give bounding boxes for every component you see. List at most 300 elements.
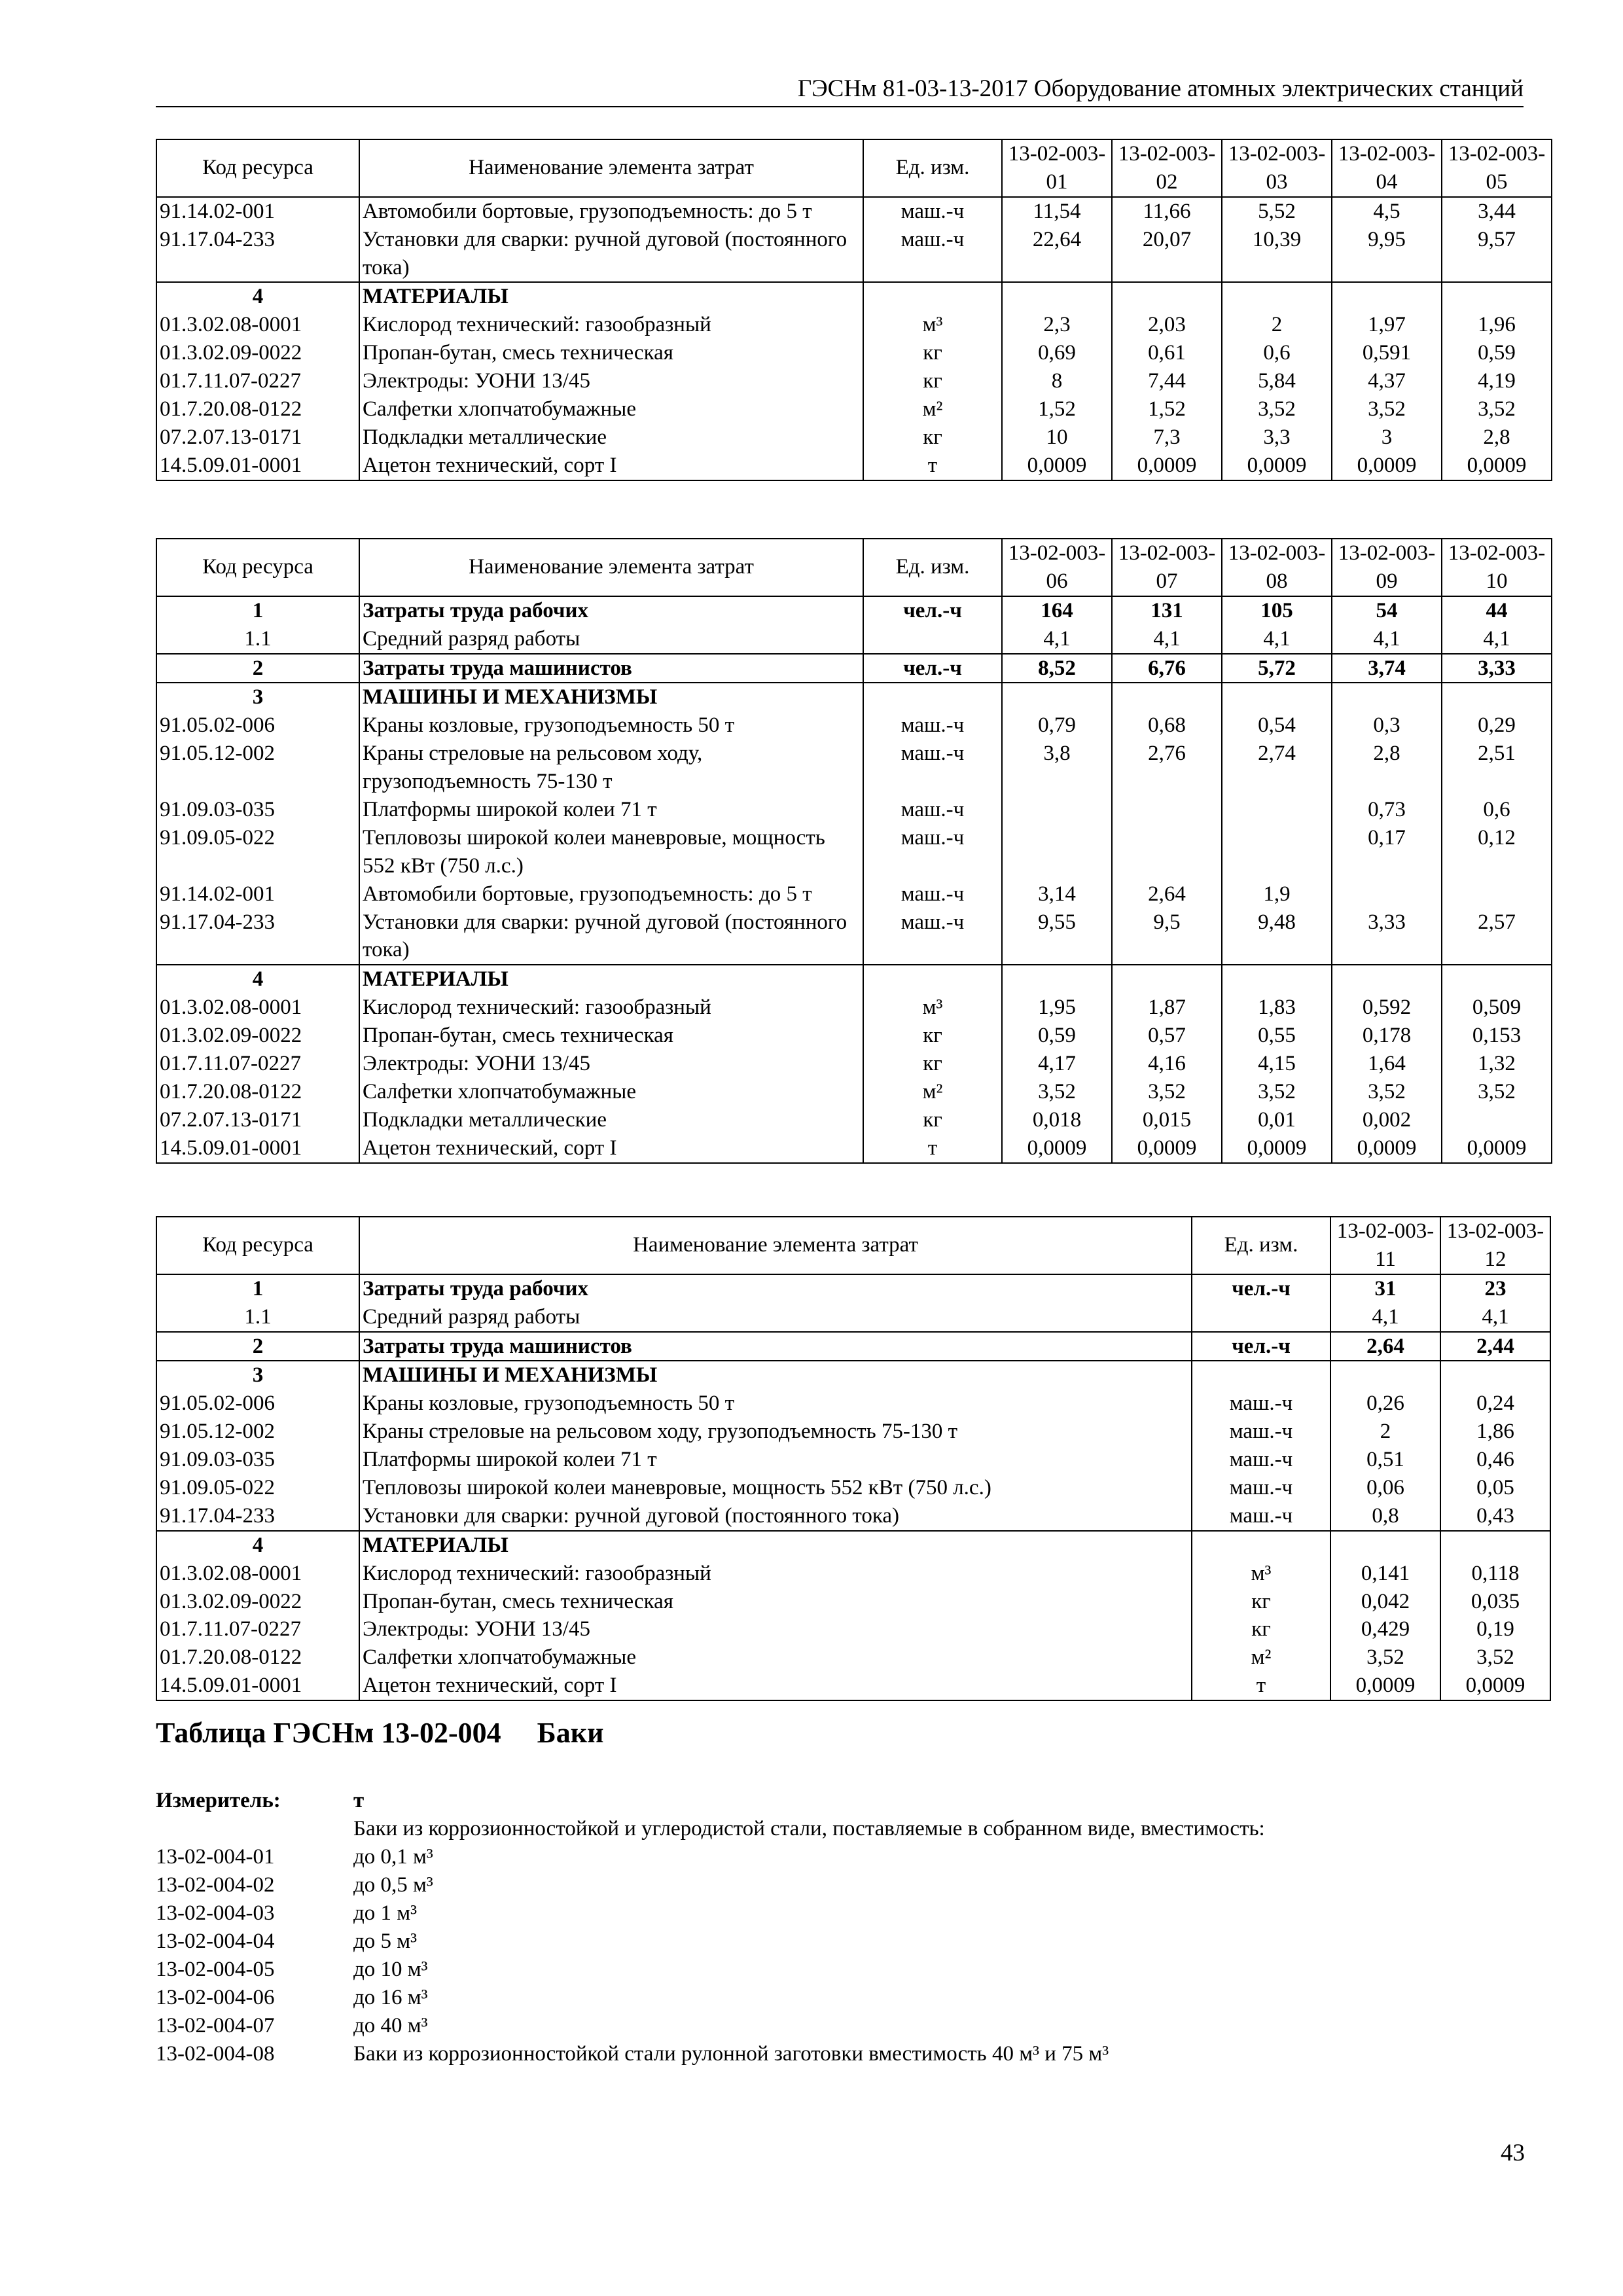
value-cell: 2,44 (1440, 1332, 1550, 1361)
value-cell: 2,76 (1112, 740, 1222, 796)
resource-code: 01.3.02.08-0001 (156, 994, 359, 1022)
value-cell: 0,01 (1222, 1106, 1332, 1134)
value-cell: 11,66 (1112, 197, 1222, 226)
table-row (156, 1615, 1550, 1643)
value-cell: 2,8 (1332, 740, 1442, 796)
table-row (156, 197, 1552, 226)
table-row (156, 796, 1552, 824)
section-title (156, 1716, 603, 1749)
value-cell: 0,0009 (1002, 452, 1112, 480)
value-cell (1222, 282, 1332, 311)
norm-item (156, 1928, 1265, 1956)
header-code: Код ресурса (156, 539, 359, 596)
table-row (156, 1502, 1550, 1531)
unit-cell: маш.-ч (863, 880, 1002, 908)
value-cell: 23 (1440, 1274, 1550, 1303)
resource-code: 91.05.02-006 (156, 711, 359, 740)
table-row (156, 908, 1552, 965)
header-unit: Ед. изм. (863, 139, 1002, 197)
header-norm-code: 13-02-003-02 (1112, 139, 1222, 197)
value-cell: 3,52 (1222, 1078, 1332, 1106)
unit-cell: маш.-ч (1192, 1474, 1330, 1502)
norm-item (156, 1984, 1265, 2012)
unit-cell: маш.-ч (1192, 1390, 1330, 1418)
norm-item-text: Баки из коррозионностойкой стали рулонной заготовки вместимость 40 м³ и 75 м³ (353, 2042, 1109, 2066)
resource-name: Установки для сварки: ручной дуговой (постоянного тока) (359, 908, 863, 965)
resource-name: Средний разряд работы (359, 625, 863, 654)
value-cell: 4,16 (1112, 1050, 1222, 1078)
norm-item-code: 13-02-004-07 (156, 2014, 275, 2037)
unit-cell: маш.-ч (1192, 1446, 1330, 1474)
resource-name: Салфетки хлопчатобумажные (359, 1078, 863, 1106)
unit-cell: чел.-ч (1192, 1274, 1330, 1303)
resource-code: 01.7.20.08-0122 (156, 395, 359, 423)
unit-cell: кг (863, 1022, 1002, 1050)
value-cell: 3,8 (1002, 740, 1112, 796)
value-cell: 2,64 (1112, 880, 1222, 908)
resource-name: Средний разряд работы (359, 1303, 1192, 1332)
resource-code: 91.09.03-035 (156, 796, 359, 824)
resource-name: Подкладки металлические (359, 423, 863, 452)
unit-cell: маш.-ч (1192, 1502, 1330, 1531)
value-cell: 0,43 (1440, 1502, 1550, 1531)
resource-name: МАШИНЫ И МЕХАНИЗМЫ (359, 1361, 1192, 1390)
value-cell: 105 (1222, 596, 1332, 625)
unit-cell: маш.-ч (863, 197, 1002, 226)
norm-item-text: до 0,1 м³ (353, 1845, 433, 1869)
value-cell: 131 (1112, 596, 1222, 625)
unit-cell: кг (863, 367, 1002, 395)
resource-code: 4 (156, 1531, 359, 1560)
value-cell: 0,12 (1442, 824, 1552, 880)
resource-code: 91.05.12-002 (156, 1418, 359, 1446)
resource-code: 01.3.02.09-0022 (156, 1588, 359, 1616)
unit-cell: кг (863, 423, 1002, 452)
value-cell (1330, 1361, 1440, 1390)
value-cell: 5,84 (1222, 367, 1332, 395)
unit-cell: чел.-ч (863, 596, 1002, 625)
resource-code: 91.17.04-233 (156, 1502, 359, 1531)
value-cell: 0,429 (1330, 1615, 1440, 1643)
table-row (156, 880, 1552, 908)
value-cell: 1,52 (1002, 395, 1112, 423)
value-cell: 9,95 (1332, 226, 1442, 283)
resource-name: Тепловозы широкой колеи маневровые, мощность 552 кВт (750 л.с.) (359, 1474, 1192, 1502)
value-cell: 0,59 (1002, 1022, 1112, 1050)
value-cell (1112, 824, 1222, 880)
resource-name: Затраты труда рабочих (359, 596, 863, 625)
section-title-name: Баки (537, 1717, 604, 1749)
value-cell: 2,74 (1222, 740, 1332, 796)
resource-name: Электроды: УОНИ 13/45 (359, 1615, 1192, 1643)
table-row (156, 423, 1552, 452)
value-cell: 0,018 (1002, 1106, 1112, 1134)
resource-name: Платформы широкой колеи 71 т (359, 1446, 1192, 1474)
header-norm-code: 13-02-003-04 (1332, 139, 1442, 197)
value-cell: 1,83 (1222, 994, 1332, 1022)
value-cell (1442, 282, 1552, 311)
value-cell (1002, 965, 1112, 994)
value-cell (1112, 282, 1222, 311)
header-norm-code: 13-02-003-05 (1442, 139, 1552, 197)
unit-cell: маш.-ч (863, 711, 1002, 740)
resource-name: Установки для сварки: ручной дуговой (постоянного тока) (359, 1502, 1192, 1531)
value-cell: 8 (1002, 367, 1112, 395)
table-row (156, 740, 1552, 796)
value-cell: 3,44 (1442, 197, 1552, 226)
value-cell: 3,52 (1332, 1078, 1442, 1106)
resource-code: 01.3.02.09-0022 (156, 1022, 359, 1050)
value-cell: 0,0009 (1440, 1672, 1550, 1700)
value-cell: 4,37 (1332, 367, 1442, 395)
value-cell (1002, 683, 1112, 711)
value-cell: 44 (1442, 596, 1552, 625)
value-cell: 3,52 (1330, 1643, 1440, 1672)
section-row (156, 683, 1552, 711)
value-cell: 0,06 (1330, 1474, 1440, 1502)
norm-item (156, 1899, 1265, 1928)
table-row (156, 625, 1552, 654)
resource-code: 91.05.12-002 (156, 740, 359, 796)
resource-name: Затраты труда машинистов (359, 1332, 1192, 1361)
resource-name: Пропан-бутан, смесь техническая (359, 1022, 863, 1050)
resource-code: 1 (156, 596, 359, 625)
resource-code: 91.17.04-233 (156, 908, 359, 965)
value-cell: 4,1 (1440, 1303, 1550, 1332)
resource-table-1 (156, 139, 1552, 481)
table-row (156, 1560, 1550, 1588)
measurement-block (156, 1787, 1265, 2068)
section-row (156, 1531, 1550, 1560)
value-cell: 0,153 (1442, 1022, 1552, 1050)
table-row (156, 1446, 1550, 1474)
value-cell (1002, 796, 1112, 824)
norm-item-code: 13-02-004-06 (156, 1986, 275, 2009)
value-cell: 0,0009 (1442, 1134, 1552, 1163)
value-cell: 4,1 (1112, 625, 1222, 654)
page-number: 43 (1501, 2140, 1525, 2166)
value-cell: 9,48 (1222, 908, 1332, 965)
unit-cell: маш.-ч (863, 908, 1002, 965)
norm-item (156, 1871, 1265, 1899)
resource-code: 01.3.02.08-0001 (156, 1560, 359, 1588)
unit-cell: чел.-ч (863, 654, 1002, 683)
value-cell: 3,33 (1332, 908, 1442, 965)
value-cell: 3,3 (1222, 423, 1332, 452)
meter-unit: т (353, 1789, 365, 1812)
unit-cell: маш.-ч (863, 824, 1002, 880)
value-cell (1332, 683, 1442, 711)
table-row (156, 1672, 1550, 1700)
table-header-row (156, 139, 1552, 197)
header-norm-code: 13-02-003-10 (1442, 539, 1552, 596)
resource-name: Подкладки металлические (359, 1106, 863, 1134)
value-cell: 3,52 (1442, 1078, 1552, 1106)
value-cell: 4,1 (1442, 625, 1552, 654)
value-cell: 0,592 (1332, 994, 1442, 1022)
table-row (156, 226, 1552, 283)
resource-name: Пропан-бутан, смесь техническая (359, 339, 863, 367)
resource-name: Ацетон технический, сорт I (359, 1134, 863, 1163)
value-cell (1442, 683, 1552, 711)
resource-code: 4 (156, 965, 359, 994)
unit-cell: т (863, 1134, 1002, 1163)
table-row (156, 1303, 1550, 1332)
value-cell: 0,3 (1332, 711, 1442, 740)
value-cell: 1,64 (1332, 1050, 1442, 1078)
value-cell (1442, 1106, 1552, 1134)
table-row (156, 1106, 1552, 1134)
value-cell: 3,52 (1112, 1078, 1222, 1106)
unit-cell: м² (863, 1078, 1002, 1106)
table-header-row (156, 1217, 1550, 1274)
value-cell: 0,57 (1112, 1022, 1222, 1050)
table-row (156, 1390, 1550, 1418)
resource-name: Краны козловые, грузоподъемность 50 т (359, 711, 863, 740)
unit-cell (863, 625, 1002, 654)
resource-name: Кислород технический: газообразный (359, 311, 863, 339)
unit-cell: т (1192, 1672, 1330, 1700)
resource-name: Автомобили бортовые, грузоподъемность: до 5 т (359, 197, 863, 226)
resource-name: Платформы широкой колеи 71 т (359, 796, 863, 824)
resource-code: 2 (156, 654, 359, 683)
value-cell: 0,26 (1330, 1390, 1440, 1418)
norm-item (156, 1843, 1265, 1871)
value-cell: 3,74 (1332, 654, 1442, 683)
resource-code: 3 (156, 1361, 359, 1390)
norm-item-code: 13-02-004-04 (156, 1929, 275, 1953)
norm-item (156, 2040, 1265, 2068)
value-cell: 9,57 (1442, 226, 1552, 283)
description-row (156, 1815, 1265, 1843)
value-cell: 2 (1222, 311, 1332, 339)
resource-name: Затраты труда машинистов (359, 654, 863, 683)
unit-cell: маш.-ч (863, 796, 1002, 824)
unit-cell: маш.-ч (863, 226, 1002, 283)
norm-item-text: до 0,5 м³ (353, 1873, 433, 1897)
value-cell: 0,6 (1442, 796, 1552, 824)
value-cell: 1,87 (1112, 994, 1222, 1022)
value-cell: 10 (1002, 423, 1112, 452)
unit-cell (863, 282, 1002, 311)
value-cell: 1,32 (1442, 1050, 1552, 1078)
value-cell: 164 (1002, 596, 1112, 625)
value-cell: 0,59 (1442, 339, 1552, 367)
resource-code: 91.14.02-001 (156, 197, 359, 226)
meter-label: Измеритель: (156, 1789, 281, 1812)
value-cell: 0,141 (1330, 1560, 1440, 1588)
norm-item-text: до 10 м³ (353, 1958, 428, 1981)
unit-cell: кг (1192, 1588, 1330, 1616)
header-unit: Ед. изм. (863, 539, 1002, 596)
value-cell: 1,86 (1440, 1418, 1550, 1446)
resource-name: Салфетки хлопчатобумажные (359, 395, 863, 423)
value-cell: 3,52 (1442, 395, 1552, 423)
unit-cell: м³ (863, 311, 1002, 339)
value-cell: 3,52 (1222, 395, 1332, 423)
section-row (156, 596, 1552, 625)
table-header-row (156, 539, 1552, 596)
value-cell (1112, 965, 1222, 994)
value-cell: 3,33 (1442, 654, 1552, 683)
value-cell: 0,042 (1330, 1588, 1440, 1616)
header-name: Наименование элемента затрат (359, 1217, 1192, 1274)
resource-name: Краны стреловые на рельсовом ходу, грузоподъемность 75-130 т (359, 1418, 1192, 1446)
value-cell (1222, 824, 1332, 880)
header-name: Наименование элемента затрат (359, 139, 863, 197)
value-cell: 0,61 (1112, 339, 1222, 367)
unit-cell (863, 683, 1002, 711)
value-cell: 3,52 (1002, 1078, 1112, 1106)
value-cell: 1,9 (1222, 880, 1332, 908)
value-cell (1332, 880, 1442, 908)
resource-code: 91.17.04-233 (156, 226, 359, 283)
value-cell (1440, 1361, 1550, 1390)
header-norm-code: 13-02-003-11 (1330, 1217, 1440, 1274)
value-cell: 20,07 (1112, 226, 1222, 283)
resource-name: Ацетон технический, сорт I (359, 452, 863, 480)
resource-name: Автомобили бортовые, грузоподъемность: до 5 т (359, 880, 863, 908)
resource-name: Краны козловые, грузоподъемность 50 т (359, 1390, 1192, 1418)
resource-code: 2 (156, 1332, 359, 1361)
value-cell: 0,46 (1440, 1446, 1550, 1474)
header-norm-code: 13-02-003-03 (1222, 139, 1332, 197)
value-cell: 0,035 (1440, 1588, 1550, 1616)
resource-code: 91.09.05-022 (156, 824, 359, 880)
table-row (156, 1474, 1550, 1502)
section-row (156, 1361, 1550, 1390)
resource-code: 4 (156, 282, 359, 311)
unit-cell: м³ (1192, 1560, 1330, 1588)
header-code: Код ресурса (156, 1217, 359, 1274)
norm-item-text: до 40 м³ (353, 2014, 428, 2037)
value-cell: 4,1 (1332, 625, 1442, 654)
unit-cell: кг (863, 1050, 1002, 1078)
value-cell: 9,55 (1002, 908, 1112, 965)
value-cell: 0,24 (1440, 1390, 1550, 1418)
resource-name: Пропан-бутан, смесь техническая (359, 1588, 1192, 1616)
resource-name: МАШИНЫ И МЕХАНИЗМЫ (359, 683, 863, 711)
value-cell (1002, 824, 1112, 880)
value-cell: 0,79 (1002, 711, 1112, 740)
value-cell (1112, 796, 1222, 824)
resource-code: 14.5.09.01-0001 (156, 1134, 359, 1163)
resource-code: 3 (156, 683, 359, 711)
header-name: Наименование элемента затрат (359, 539, 863, 596)
resource-code: 91.09.05-022 (156, 1474, 359, 1502)
norm-item-text: до 1 м³ (353, 1901, 418, 1925)
resource-name: МАТЕРИАЛЫ (359, 965, 863, 994)
resource-code: 14.5.09.01-0001 (156, 1672, 359, 1700)
section-row (156, 1332, 1550, 1361)
resource-code: 91.14.02-001 (156, 880, 359, 908)
table-row (156, 994, 1552, 1022)
unit-cell: т (863, 452, 1002, 480)
value-cell: 7,44 (1112, 367, 1222, 395)
value-cell: 0,0009 (1442, 452, 1552, 480)
value-cell: 3,52 (1332, 395, 1442, 423)
header-code: Код ресурса (156, 139, 359, 197)
table-row (156, 311, 1552, 339)
resource-code: 1 (156, 1274, 359, 1303)
resource-code: 01.3.02.08-0001 (156, 311, 359, 339)
value-cell: 0,19 (1440, 1615, 1550, 1643)
value-cell (1222, 965, 1332, 994)
header-norm-code: 13-02-003-12 (1440, 1217, 1550, 1274)
unit-cell: кг (863, 1106, 1002, 1134)
resource-code: 01.7.20.08-0122 (156, 1643, 359, 1672)
resource-name: Краны стреловые на рельсовом ходу, грузоподъемность 75-130 т (359, 740, 863, 796)
unit-cell: м³ (863, 994, 1002, 1022)
value-cell: 0,54 (1222, 711, 1332, 740)
value-cell: 0,69 (1002, 339, 1112, 367)
value-cell: 0,0009 (1332, 1134, 1442, 1163)
unit-cell: кг (863, 339, 1002, 367)
unit-cell (1192, 1361, 1330, 1390)
resource-code: 14.5.09.01-0001 (156, 452, 359, 480)
value-cell: 54 (1332, 596, 1442, 625)
value-cell: 2,8 (1442, 423, 1552, 452)
resource-table-3 (156, 1216, 1551, 1701)
resource-code: 01.7.11.07-0227 (156, 1615, 359, 1643)
header-norm-code: 13-02-003-06 (1002, 539, 1112, 596)
value-cell: 3,14 (1002, 880, 1112, 908)
value-cell (1222, 796, 1332, 824)
resource-name: Кислород технический: газообразный (359, 1560, 1192, 1588)
value-cell: 0,0009 (1330, 1672, 1440, 1700)
resource-code: 07.2.07.13-0171 (156, 423, 359, 452)
table-row (156, 367, 1552, 395)
value-cell: 4,19 (1442, 367, 1552, 395)
resource-code: 07.2.07.13-0171 (156, 1106, 359, 1134)
norm-item (156, 2012, 1265, 2040)
value-cell: 0,591 (1332, 339, 1442, 367)
value-cell (1330, 1531, 1440, 1560)
value-cell: 0,0009 (1332, 452, 1442, 480)
value-cell (1440, 1531, 1550, 1560)
value-cell (1332, 282, 1442, 311)
resource-code: 01.7.11.07-0227 (156, 1050, 359, 1078)
resource-code: 1.1 (156, 1303, 359, 1332)
value-cell: 0,73 (1332, 796, 1442, 824)
value-cell: 1,96 (1442, 311, 1552, 339)
value-cell: 11,54 (1002, 197, 1112, 226)
norm-item-code: 13-02-004-02 (156, 1873, 275, 1897)
table-row (156, 452, 1552, 480)
meter-row (156, 1787, 1265, 1815)
norm-item (156, 1956, 1265, 1984)
table-row (156, 1050, 1552, 1078)
resource-code: 91.05.02-006 (156, 1390, 359, 1418)
value-cell: 0,17 (1332, 824, 1442, 880)
section-row (156, 1274, 1550, 1303)
value-cell: 2,51 (1442, 740, 1552, 796)
value-cell: 0,015 (1112, 1106, 1222, 1134)
value-cell: 7,3 (1112, 423, 1222, 452)
resource-code: 91.09.03-035 (156, 1446, 359, 1474)
section-description: Баки из коррозионностойкой и углеродистой стали, поставляемые в собранном виде, вместимость: (353, 1817, 1265, 1840)
value-cell: 3,52 (1440, 1643, 1550, 1672)
value-cell: 10,39 (1222, 226, 1332, 283)
resource-name: МАТЕРИАЛЫ (359, 282, 863, 311)
value-cell: 1,97 (1332, 311, 1442, 339)
table-row (156, 395, 1552, 423)
norm-item-code: 13-02-004-05 (156, 1958, 275, 1981)
value-cell: 2,3 (1002, 311, 1112, 339)
unit-cell (1192, 1303, 1330, 1332)
value-cell: 2,57 (1442, 908, 1552, 965)
value-cell: 9,5 (1112, 908, 1222, 965)
